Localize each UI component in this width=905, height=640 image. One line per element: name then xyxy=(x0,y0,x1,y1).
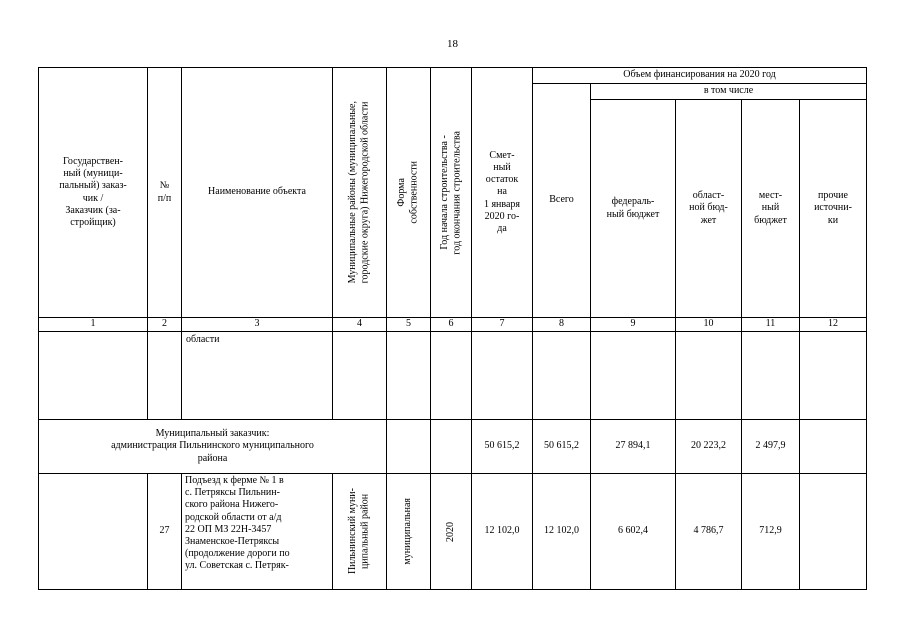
table-cell xyxy=(800,332,867,420)
table-cell xyxy=(533,332,591,420)
financing-table xyxy=(38,67,867,590)
table-cell xyxy=(742,332,800,420)
header-number: № п/п xyxy=(148,68,182,318)
header-local: мест- ный бюджет xyxy=(742,100,800,318)
column-number: 2 xyxy=(148,318,182,332)
table-cell xyxy=(39,474,148,590)
column-number: 11 xyxy=(742,318,800,332)
object-remaining: 12 102,0 xyxy=(472,474,533,590)
header-total: Всего xyxy=(533,84,591,318)
object-other xyxy=(800,474,867,590)
column-number: 8 xyxy=(533,318,591,332)
customer-regional: 20 223,2 xyxy=(676,420,742,474)
header-districts: Муниципальные районы (муниципальные, городские округа) Нижегородской области xyxy=(333,68,387,318)
column-number: 12 xyxy=(800,318,867,332)
table-cell xyxy=(39,332,148,420)
header-ownership: Форма собственности xyxy=(387,68,431,318)
continuation-name: области xyxy=(182,332,333,420)
customer-row xyxy=(39,420,867,474)
column-number: 7 xyxy=(472,318,533,332)
header-remaining: Смет- ный остаток на 1 января 2020 го- да xyxy=(472,68,533,318)
header-including: в том числе xyxy=(591,84,867,100)
header-other: прочие источни- ки xyxy=(800,100,867,318)
table-cell xyxy=(431,420,472,474)
header-object-name: Наименование объекта xyxy=(182,68,333,318)
object-number: 27 xyxy=(148,474,182,590)
column-number: 10 xyxy=(676,318,742,332)
header-funding-group: Объем финансирования на 2020 год xyxy=(533,68,867,84)
customer-other xyxy=(800,420,867,474)
column-number: 3 xyxy=(182,318,333,332)
continuation-row xyxy=(39,332,867,420)
object-ownership: муниципальная xyxy=(387,474,431,590)
object-local: 712,9 xyxy=(742,474,800,590)
header-regional: област- ной бюд- жет xyxy=(676,100,742,318)
table-cell xyxy=(387,332,431,420)
customer-remaining: 50 615,2 xyxy=(472,420,533,474)
table-cell xyxy=(333,332,387,420)
column-number: 1 xyxy=(39,318,148,332)
column-number: 5 xyxy=(387,318,431,332)
table-cell xyxy=(676,332,742,420)
object-total: 12 102,0 xyxy=(533,474,591,590)
table-cell xyxy=(591,332,676,420)
object-federal: 6 602,4 xyxy=(591,474,676,590)
header-customer: Государствен- ный (муници- пальный) заказ- чик / Заказчик (за- стройщик) xyxy=(39,68,148,318)
page-number: 18 xyxy=(447,38,458,50)
table-cell xyxy=(472,332,533,420)
column-number: 9 xyxy=(591,318,676,332)
object-row xyxy=(39,474,867,590)
header-years: Год начала строительства - год окончания строительства xyxy=(431,68,472,318)
column-number: 6 xyxy=(431,318,472,332)
column-number: 4 xyxy=(333,318,387,332)
customer-total: 50 615,2 xyxy=(533,420,591,474)
object-name: Подъезд к ферме № 1 в с. Петряксы Пильнин- ского района Нижего- родской области от а/д 22 ОП МЗ 22Н-3457 Знаменское-Петряксы (продолжение дороги по ул. Советская с. Петряк- xyxy=(182,474,333,590)
header-federal: федераль- ный бюджет xyxy=(591,100,676,318)
customer-label: Муниципальный заказчик: администрация Пильнинского муниципального района xyxy=(39,420,387,474)
object-district: Пильнинский муни- ципальный район xyxy=(333,474,387,590)
table-cell xyxy=(431,332,472,420)
table-cell xyxy=(148,332,182,420)
object-year: 2020 xyxy=(431,474,472,590)
object-regional: 4 786,7 xyxy=(676,474,742,590)
customer-federal: 27 894,1 xyxy=(591,420,676,474)
customer-local: 2 497,9 xyxy=(742,420,800,474)
table-cell xyxy=(387,420,431,474)
